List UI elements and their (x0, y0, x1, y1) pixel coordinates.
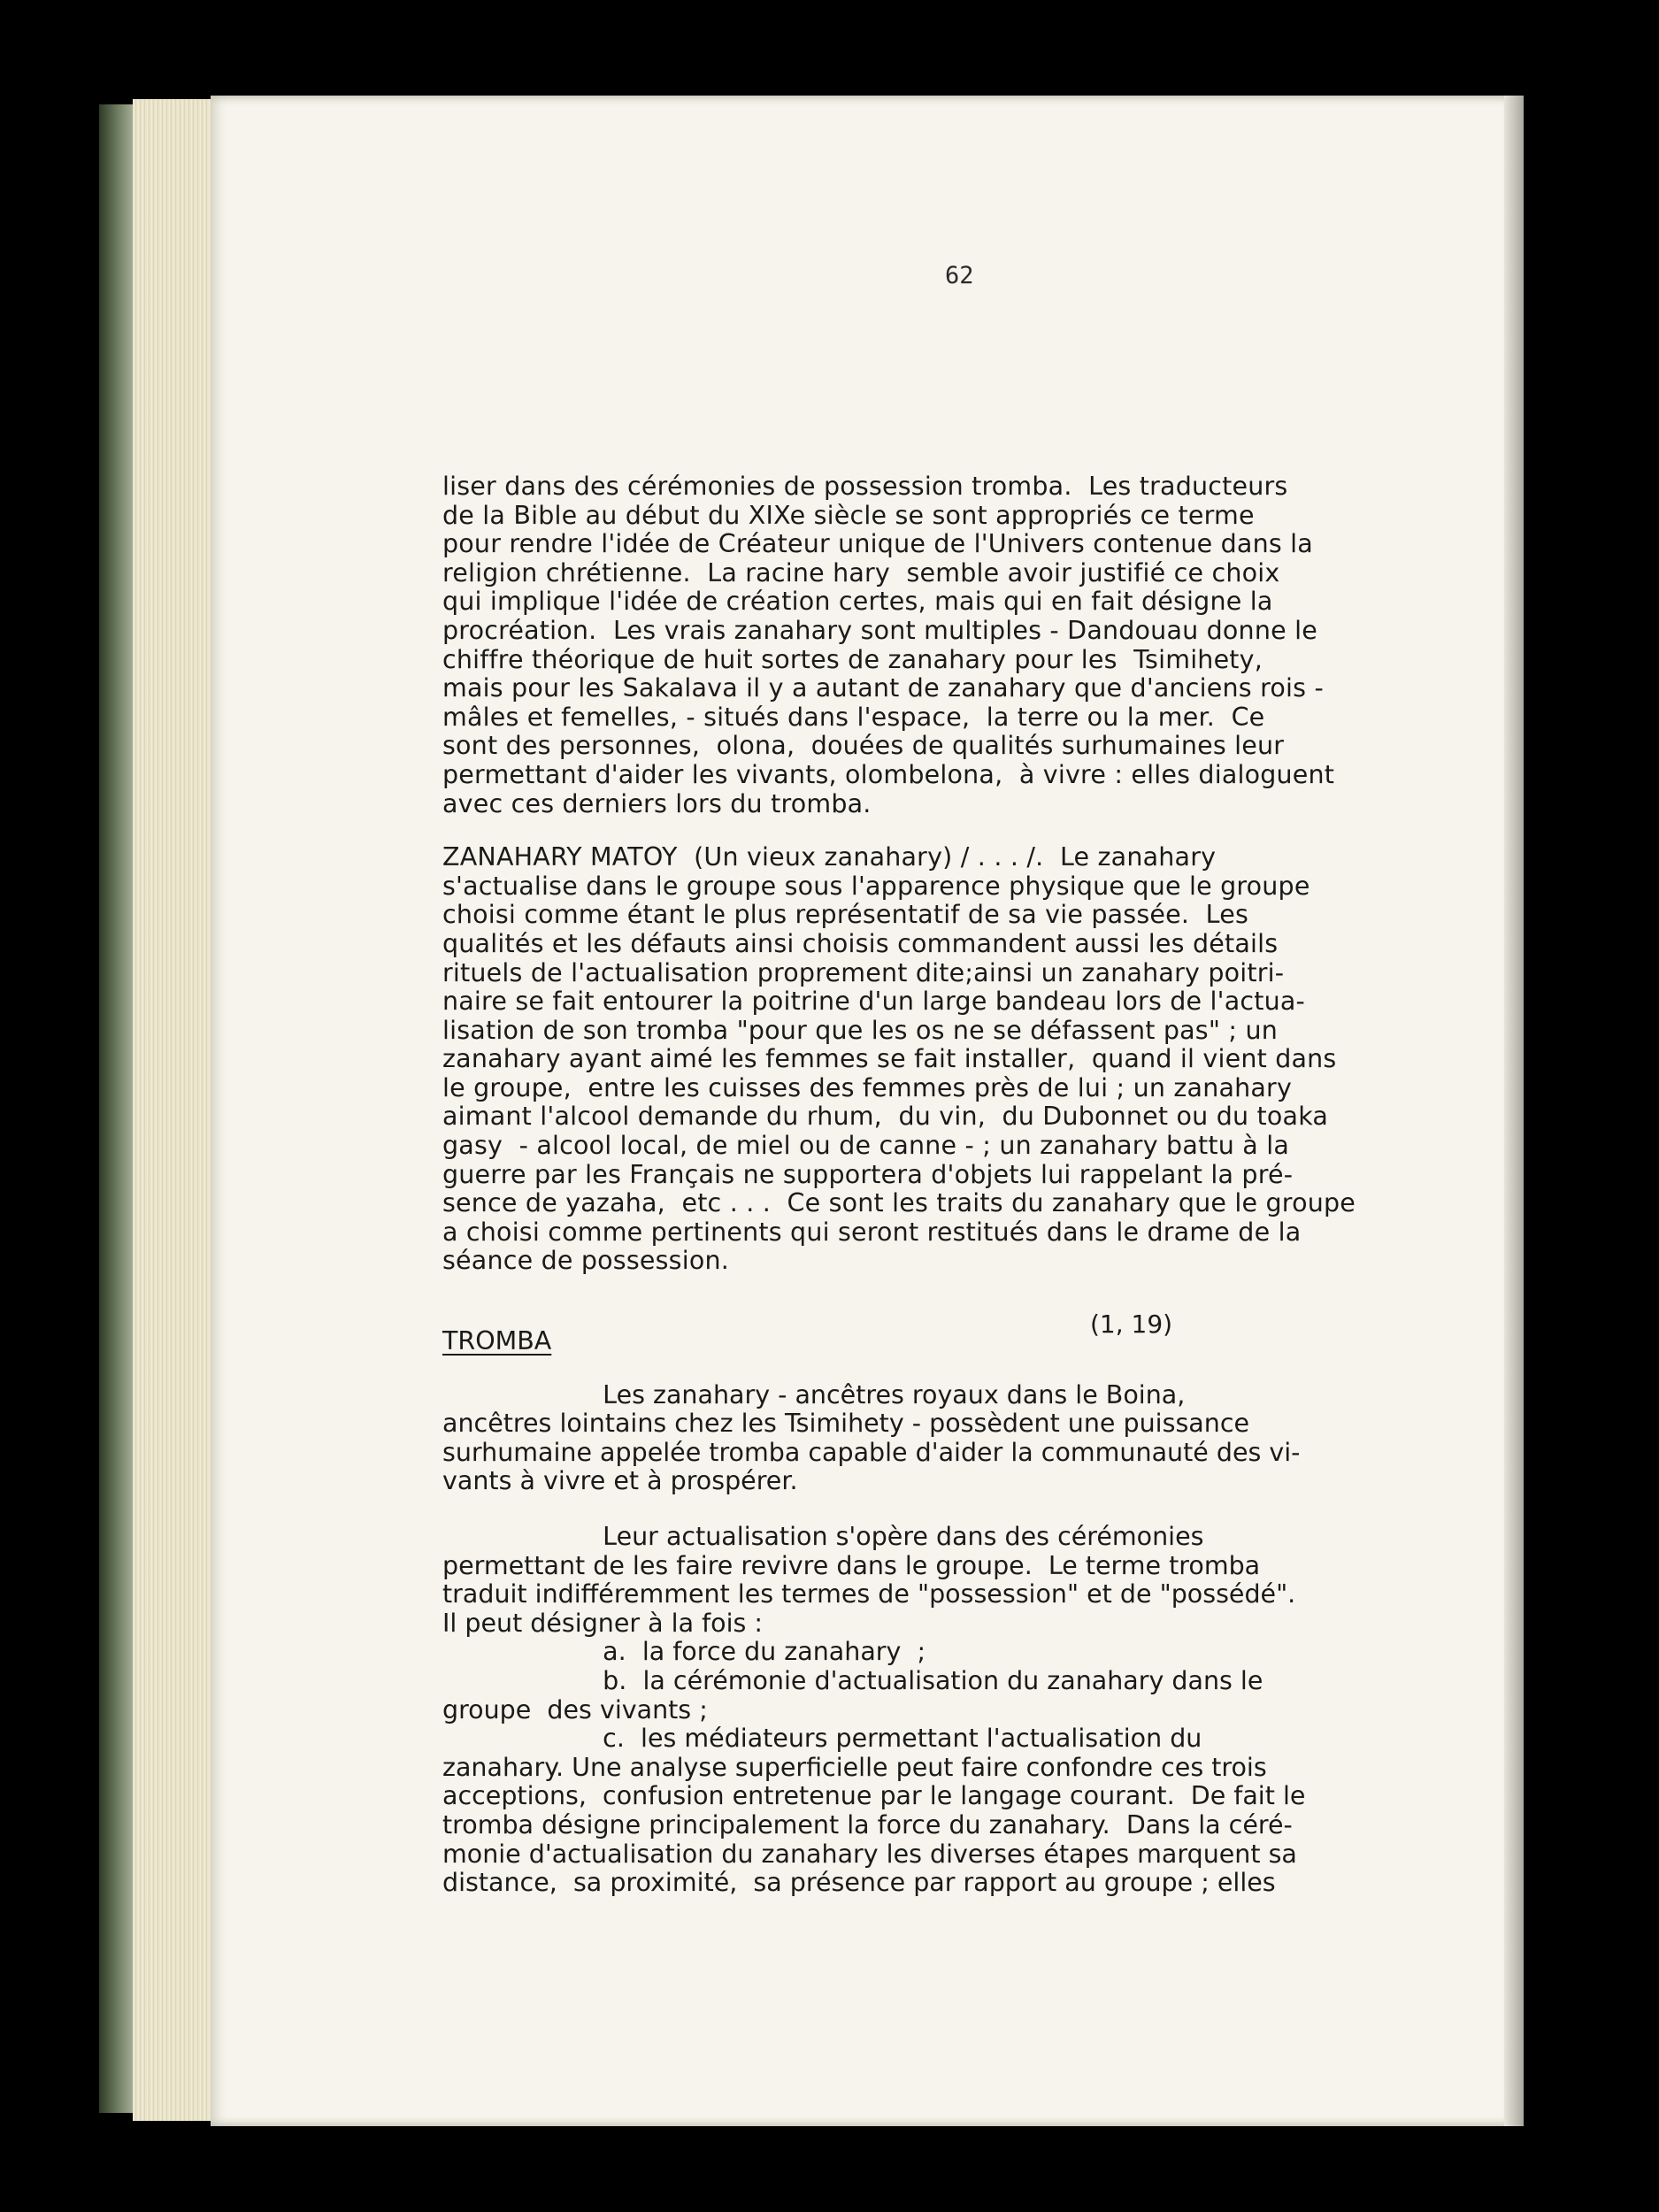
reference-citation: (1, 19) (1090, 1310, 1173, 1339)
text-line: s'actualise dans le groupe sous l'apparence physique que le groupe (442, 871, 1310, 901)
text-line: Les zanahary - ancêtres royaux dans le Boina, (442, 1379, 1186, 1409)
tromba-section (442, 1327, 1469, 1898)
text-line: guerre par les Français ne supportera d'objets lui rappelant la pré- (442, 1159, 1294, 1189)
text-line: zanahary ayant aimé les femmes se fait installer, quand il vient dans (442, 1044, 1337, 1074)
text-line: b. la cérémonie d'actualisation du zanahary dans le (442, 1665, 1263, 1695)
main-text (442, 472, 1451, 1276)
text-line: gasy - alcool local, de miel ou de canne - ; un zanahary battu à la (442, 1131, 1289, 1161)
text-line: lisation de son tromba "pour que les os ne se défassent pas" ; un (442, 1015, 1279, 1045)
text-line: liser dans des cérémonies de possession tromba. Les traducteurs (442, 472, 1288, 501)
text-line: acceptions, confusion entretenue par le langage courant. De fait le (442, 1781, 1306, 1811)
text-line: vants à vivre et à prospérer. (442, 1466, 798, 1496)
text-line: mais pour les Sakalava il y a autant de zanahary que d'anciens rois - (442, 673, 1324, 703)
page-stack-edge (133, 99, 217, 2121)
text-line: rituels de l'actualisation proprement dite;ainsi un zanahary poitri- (442, 957, 1285, 987)
text-line: c. les médiateurs permettant l'actualisation du (442, 1724, 1202, 1754)
page-number: 62 (945, 262, 974, 289)
text-line: procréation. Les vrais zanahary sont multiples - Dandouau donne le (442, 615, 1317, 645)
text-line: choisi comme étant le plus représentatif de sa vie passée. Les (442, 900, 1249, 930)
text-line: religion chrétienne. La racine hary semble avoir justifié ce choix (442, 557, 1280, 588)
text-line: permettant de les faire revivre dans le groupe. Le terme tromba (442, 1550, 1261, 1580)
text-line: qualités et les défauts ainsi choisis commandent aussi les détails (442, 928, 1279, 958)
text-line: a choisi comme pertinents qui seront restitués dans le drame de la (442, 1217, 1302, 1247)
text-line: avec ces derniers lors du tromba. (442, 788, 872, 818)
text-line: permettant d'aider les vivants, olombelona, à vivre : elles dialoguent (442, 759, 1335, 789)
text-line: mâles et femelles, - situés dans l'espace, la terre ou la mer. Ce (442, 702, 1265, 732)
text-line: tromba désigne principalement la force du zanahary. Dans la céré- (442, 1809, 1293, 1839)
text-line: pour rendre l'idée de Créateur unique de l'Univers contenue dans la (442, 529, 1313, 559)
text-line: a. la force du zanahary ; (442, 1637, 926, 1667)
text-line: aimant l'alcool demande du rhum, du vin, du Dubonnet ou du toaka (442, 1102, 1329, 1132)
text-line: sont des personnes, olona, douées de qualités surhumaines leur (442, 731, 1285, 761)
text-line: ancêtres lointains chez les Tsimihety - possèdent une puissance (442, 1409, 1250, 1439)
page-right-edge (1504, 96, 1524, 2126)
paragraph-tromba-definition (442, 1523, 1469, 1898)
text-line: chiffre théorique de huit sortes de zanahary pour les Tsimihety, (442, 644, 1263, 674)
paragraph-1 (442, 472, 1451, 818)
text-line: surhumaine appelée tromba capable d'aider la communauté des vi- (442, 1437, 1301, 1467)
text-line: distance, sa proximité, sa présence par rapport au groupe ; elles (442, 1868, 1276, 1898)
text-line: le groupe, entre les cuisses des femmes près de lui ; un zanahary (442, 1072, 1293, 1102)
text-line: groupe des vivants ; (442, 1694, 708, 1724)
paragraph-tromba-intro (442, 1381, 1469, 1496)
text-line: monie d'actualisation du zanahary les diverses étapes marquent sa (442, 1839, 1297, 1869)
text-line: qui implique l'idée de création certes, mais qui en fait désigne la (442, 587, 1273, 617)
text-line: Leur actualisation s'opère dans des cérémonies (442, 1521, 1204, 1551)
text-line: sence de yazaha, etc . . . Ce sont les traits du zanahary que le groupe (442, 1188, 1356, 1218)
text-line: Il peut désigner à la fois : (442, 1608, 764, 1638)
text-line: traduit indifféremment les termes de "possession" et de "possédé". (442, 1579, 1296, 1609)
text-line: séance de possession. (442, 1246, 729, 1276)
text-line: ZANAHARY MATOY (Un vieux zanahary) / . . . /. Le zanahary (442, 842, 1217, 872)
section-heading-tromba: TROMBA (442, 1326, 552, 1356)
text-line: naire se fait entourer la poitrine d'un large bandeau lors de l'actua- (442, 987, 1306, 1017)
text-line: zanahary. Une analyse superficielle peut faire confondre ces trois (442, 1752, 1267, 1782)
paragraph-zanahary-matoy (442, 843, 1451, 1276)
text-line: de la Bible au début du XIXe siècle se sont appropriés ce terme (442, 500, 1255, 530)
